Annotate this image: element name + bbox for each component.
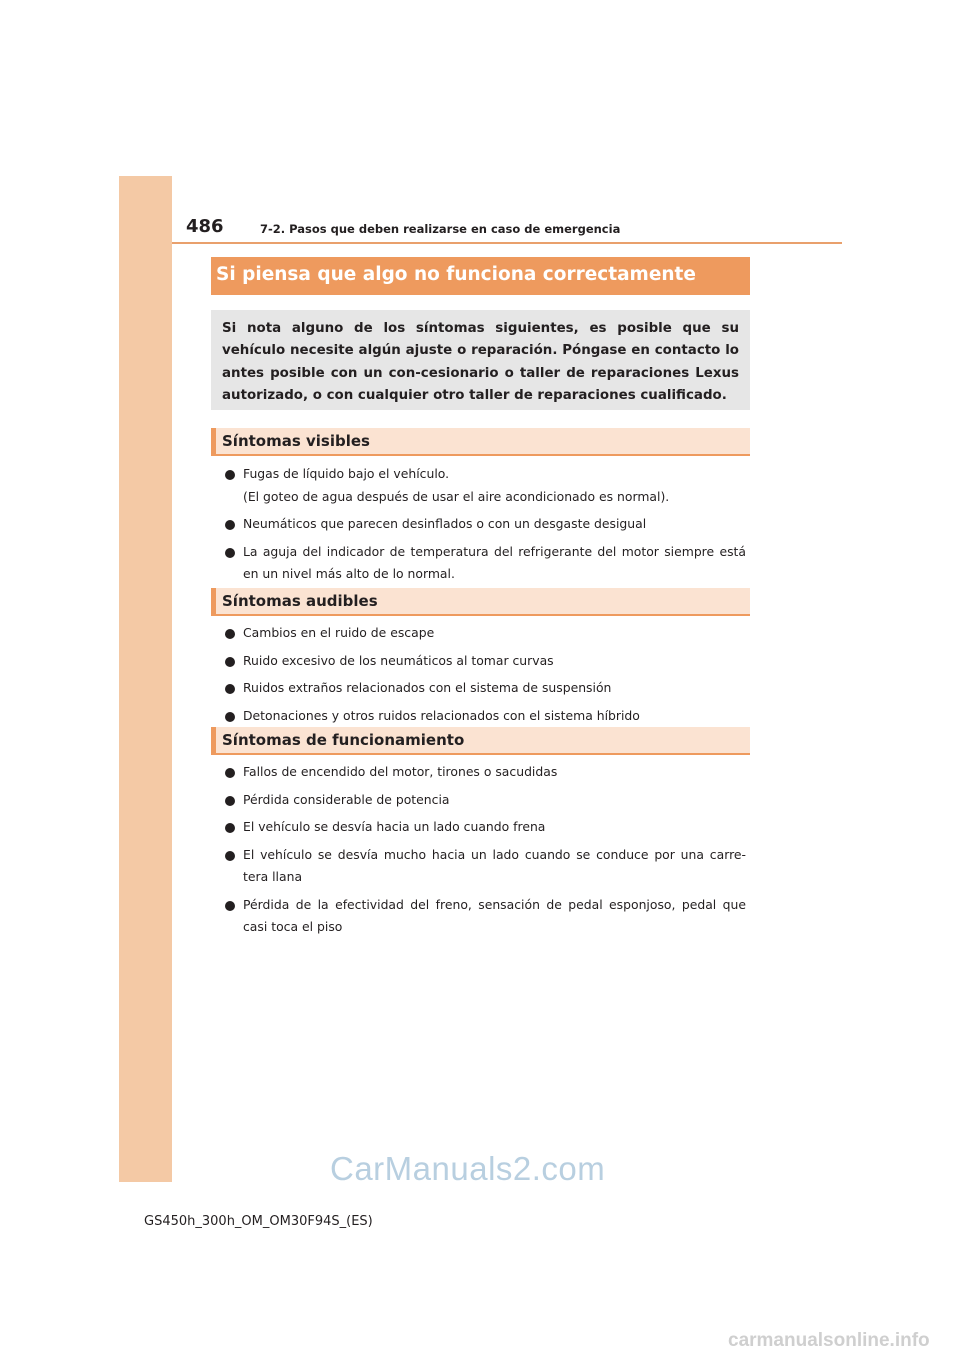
section-heading-audible bbox=[211, 588, 750, 616]
list-item-text: Fallos de encendido del motor, tirones o sacudidas bbox=[243, 764, 558, 779]
section-heading-functioning bbox=[211, 727, 750, 755]
bullet-icon bbox=[225, 548, 235, 558]
list-item bbox=[224, 816, 746, 839]
page-title: Si piensa que algo no funciona correctamente bbox=[216, 264, 696, 285]
list-item bbox=[224, 677, 746, 700]
section-heading-visible bbox=[211, 428, 750, 456]
section-heading-label: Síntomas visibles bbox=[222, 432, 370, 450]
list-item bbox=[224, 541, 746, 586]
list-item-text: Fugas de líquido bajo el vehículo. (El goteo de agua después de usar el aire acondicionado es normal). bbox=[243, 466, 670, 504]
list-item-text: El vehículo se desvía mucho hacia un lado cuando se conduce por una carre-tera llana bbox=[243, 846, 746, 884]
chapter-side-band bbox=[119, 176, 172, 1182]
bullet-icon bbox=[225, 684, 235, 694]
list-item-text: Cambios en el ruido de escape bbox=[243, 625, 435, 640]
list-item-text: Neumáticos que parecen desinflados o con un desgaste desigual bbox=[243, 516, 647, 531]
list-item-text: La aguja del indicador de temperatura del refrigerante del motor siempre está en un nivel más alto de lo normal. bbox=[243, 543, 746, 581]
watermark-logo: CarManuals2.com bbox=[330, 1150, 606, 1187]
visible-symptoms-list bbox=[224, 463, 746, 591]
list-item-text: Pérdida de la efectividad del freno, sensación de pedal esponjoso, pedal que casi toca el piso bbox=[243, 896, 746, 934]
bullet-icon bbox=[225, 629, 235, 639]
header-rule bbox=[172, 242, 842, 244]
list-item bbox=[224, 761, 746, 784]
list-item bbox=[224, 789, 746, 812]
page-number: 486 bbox=[186, 216, 224, 237]
intro-text: Si nota alguno de los síntomas siguientes, es posible que su vehículo necesite algún ajuste o reparación. Póngase en contacto lo antes posible con un con-cesionario o taller de reparaciones Lexus autorizado, o con cualquier otro taller de reparaciones cualificado. bbox=[222, 321, 739, 404]
section-heading-label: Síntomas audibles bbox=[222, 592, 378, 610]
bullet-icon bbox=[225, 796, 235, 806]
bullet-icon bbox=[225, 657, 235, 667]
bullet-icon bbox=[225, 712, 235, 722]
bullet-icon bbox=[225, 520, 235, 530]
audible-symptoms-list bbox=[224, 622, 746, 732]
bullet-icon bbox=[225, 470, 235, 480]
bullet-icon bbox=[225, 851, 235, 861]
list-item bbox=[224, 463, 746, 508]
bullet-icon bbox=[225, 768, 235, 778]
bullet-icon bbox=[225, 823, 235, 833]
site-watermark: carmanualsonline.info bbox=[728, 1330, 930, 1351]
list-item bbox=[224, 622, 746, 645]
page-title-bar bbox=[211, 257, 750, 295]
list-item bbox=[224, 705, 746, 728]
list-item bbox=[224, 650, 746, 673]
functioning-symptoms-list bbox=[224, 761, 746, 944]
list-item-text: Detonaciones y otros ruidos relacionados con el sistema híbrido bbox=[243, 707, 640, 723]
footer-document-code: GS450h_300h_OM_OM30F94S_(ES) bbox=[144, 1214, 373, 1229]
section-heading-label: Síntomas de funcionamiento bbox=[222, 731, 465, 749]
list-item bbox=[224, 844, 746, 889]
intro-box bbox=[211, 310, 750, 410]
list-item-text: Pérdida considerable de potencia bbox=[243, 791, 450, 807]
list-item bbox=[224, 513, 746, 536]
list-item bbox=[224, 894, 746, 939]
bullet-icon bbox=[225, 901, 235, 911]
list-item-text: El vehículo se desvía hacia un lado cuando frena bbox=[243, 819, 546, 834]
list-item-text: Ruido excesivo de los neumáticos al tomar curvas bbox=[243, 652, 554, 668]
list-item-text: Ruidos extraños relacionados con el sistema de suspensión bbox=[243, 680, 612, 695]
section-path: 7-2. Pasos que deben realizarse en caso de emergencia bbox=[260, 222, 621, 236]
